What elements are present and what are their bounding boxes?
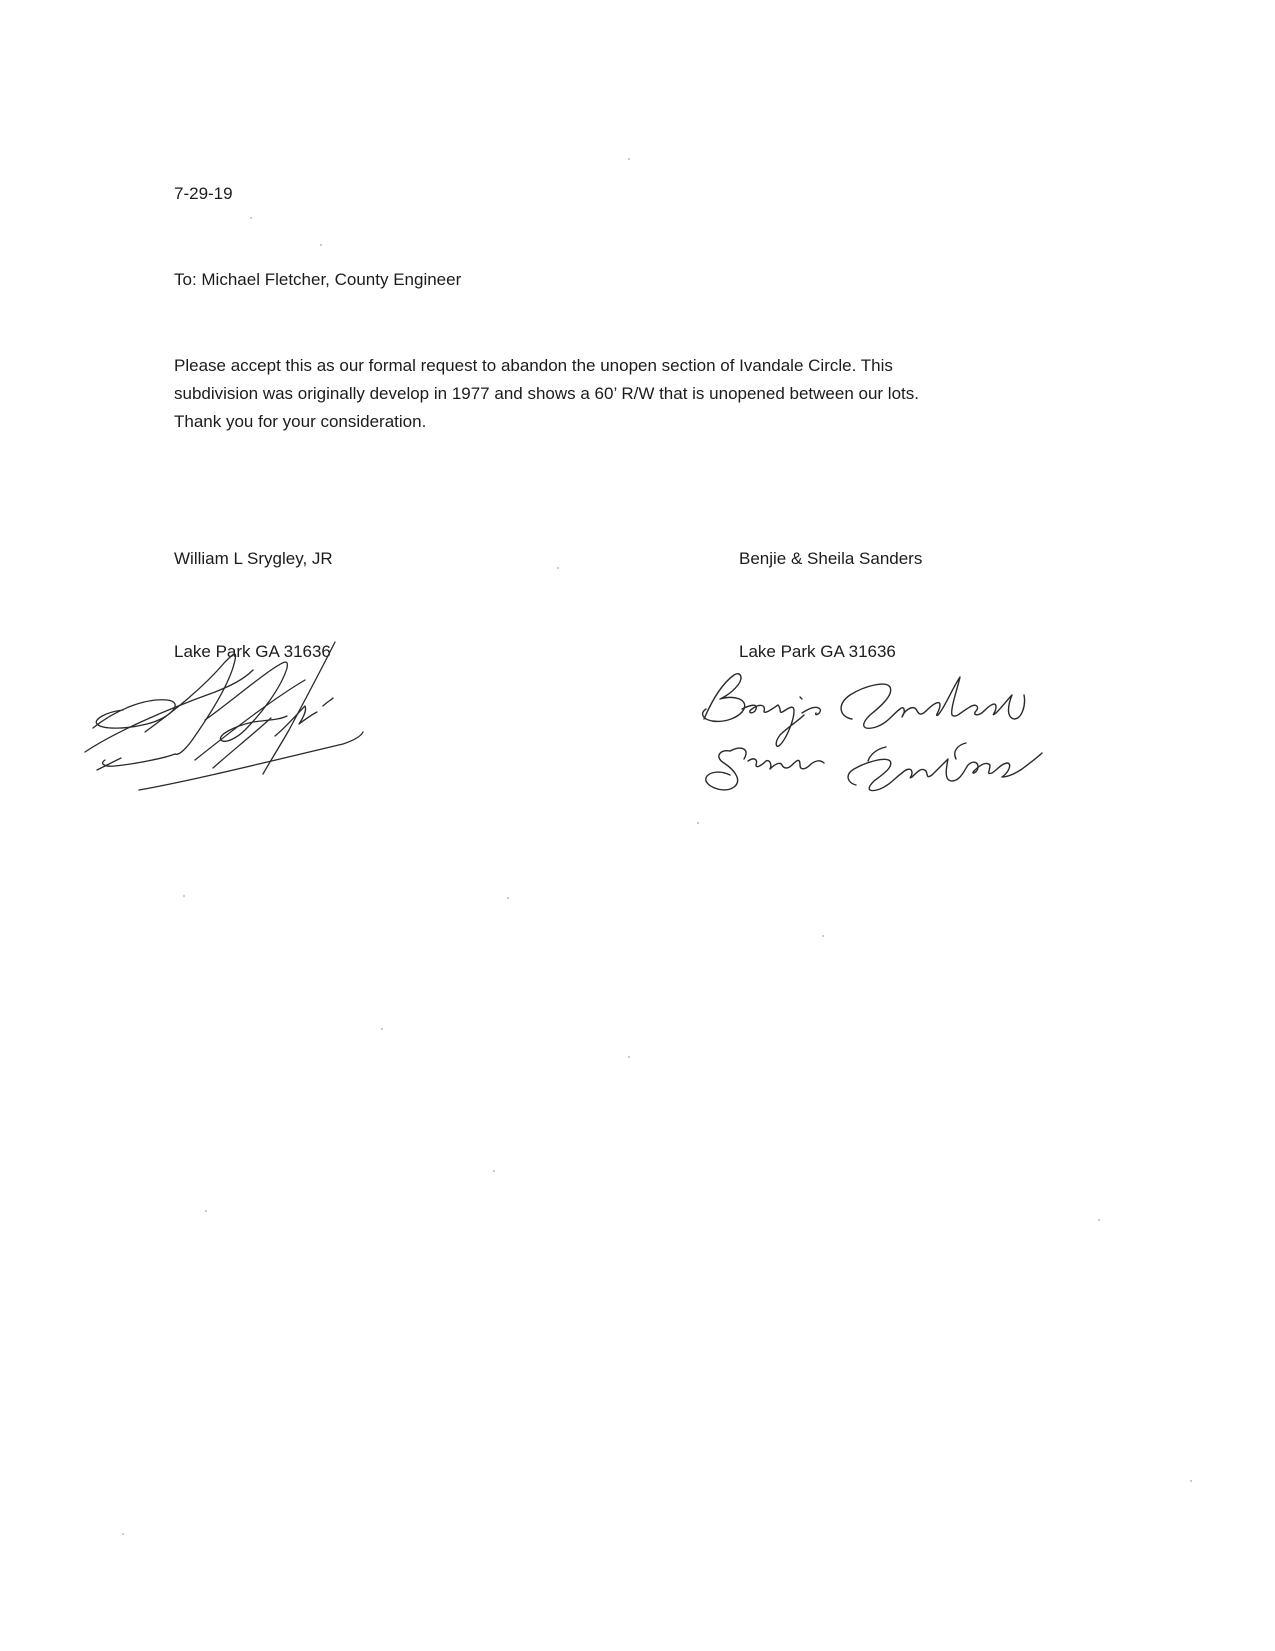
scan-speck	[628, 158, 630, 160]
signature-right-image	[690, 665, 1050, 805]
letter-body-line: subdivision was originally develop in 1977 and shows a 60’ R/W that is unopened between our lots.	[174, 384, 919, 403]
scan-speck	[250, 217, 252, 219]
scan-speck	[320, 244, 322, 246]
letter-body-line: Thank you for your consideration.	[174, 412, 427, 431]
scan-speck	[381, 1028, 383, 1030]
signatory-right-address: Lake Park GA 31636	[739, 642, 896, 661]
scan-speck	[1098, 1219, 1100, 1221]
scan-speck	[493, 1170, 495, 1172]
scan-speck	[183, 895, 185, 897]
letter-body-line: Please accept this as our formal request to abandon the unopen section of Ivandale Circle. This	[174, 356, 893, 375]
letter-addressee: To: Michael Fletcher, County Engineer	[174, 270, 462, 289]
scan-speck	[557, 567, 559, 569]
scan-speck	[628, 1056, 630, 1058]
scan-speck	[697, 822, 699, 824]
scan-speck	[205, 1210, 207, 1212]
scan-speck	[507, 897, 509, 899]
letter-date: 7-29-19	[174, 184, 233, 203]
scan-speck	[122, 1533, 124, 1535]
signatory-left-address: Lake Park GA 31636	[174, 642, 331, 661]
signature-left-image	[75, 640, 375, 800]
scan-speck	[822, 935, 824, 937]
scan-speck	[1190, 1480, 1192, 1482]
letter-body	[174, 352, 919, 436]
signatory-left-name: William L Srygley, JR	[174, 549, 333, 568]
signatory-right-name: Benjie & Sheila Sanders	[739, 549, 923, 568]
